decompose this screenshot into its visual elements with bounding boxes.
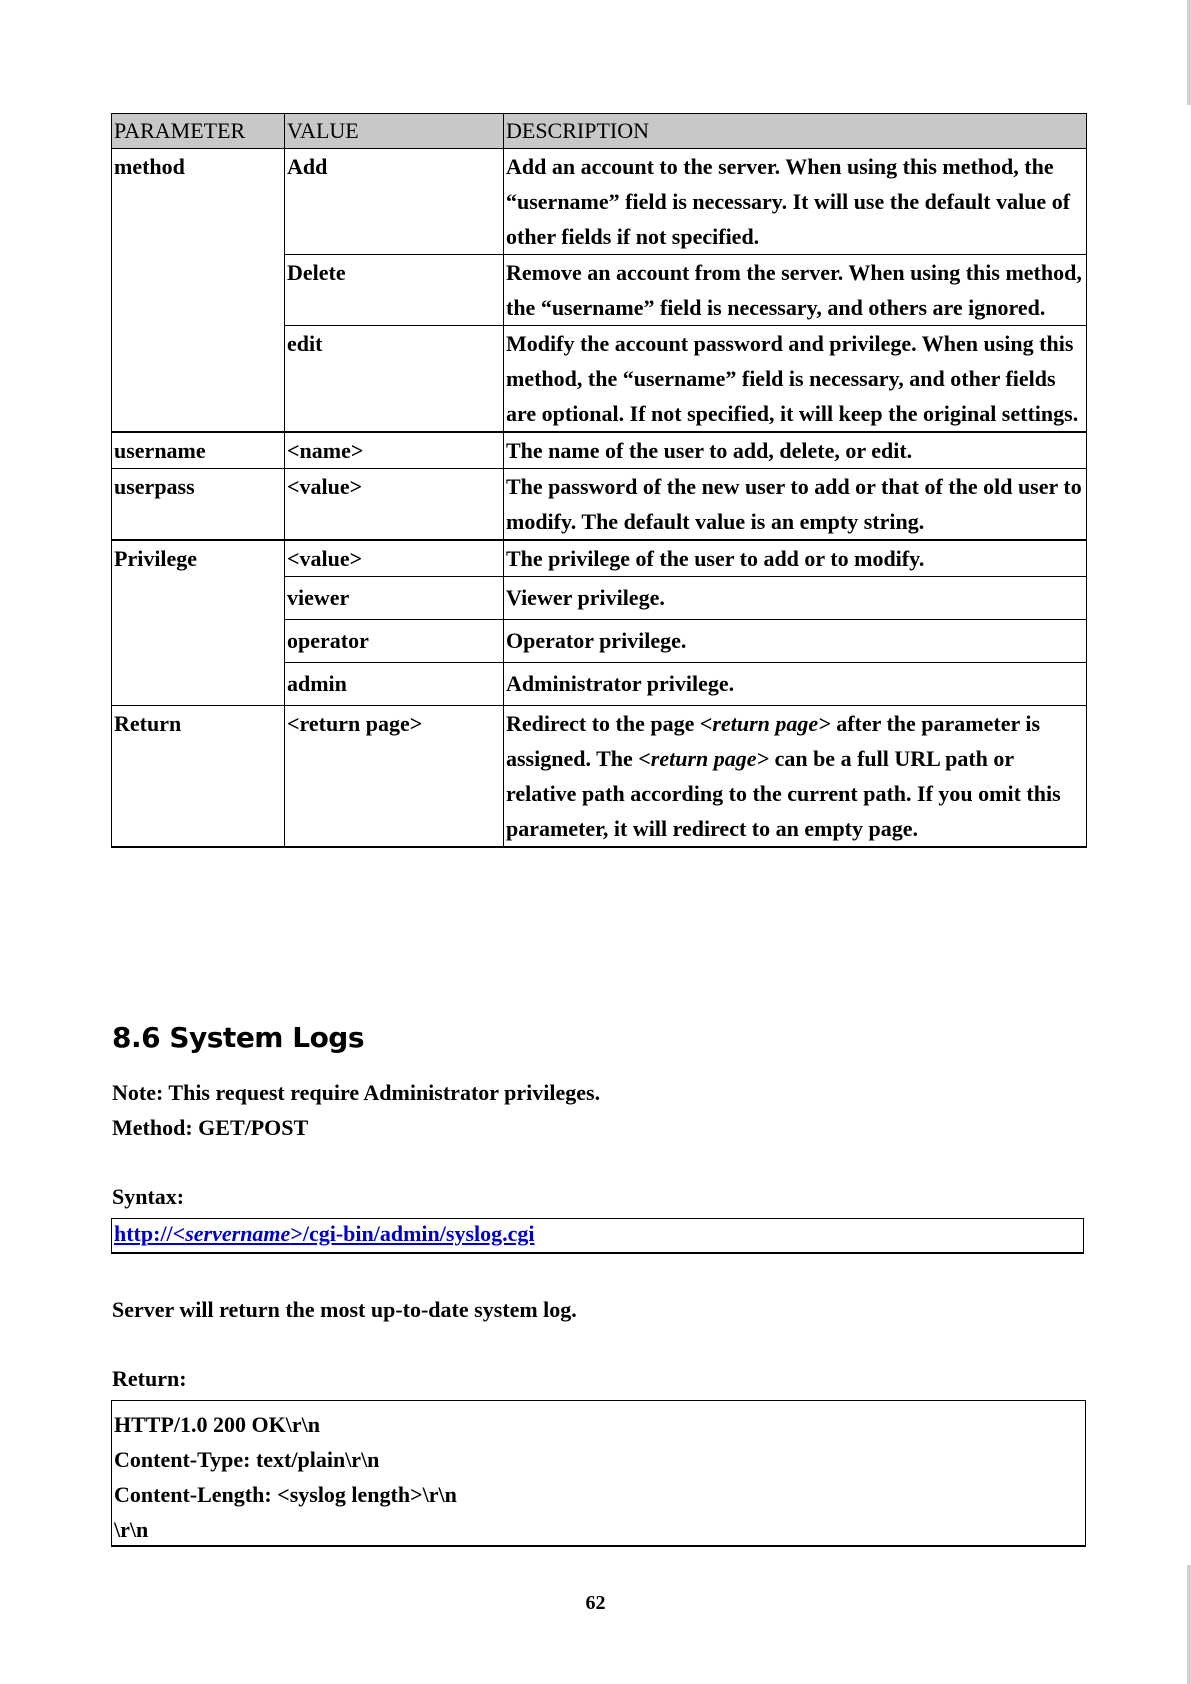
table-row — [112, 432, 1087, 469]
page-edge-marker-bottom — [1187, 1565, 1191, 1684]
note-label: Note: — [112, 1080, 164, 1105]
parameter-table — [111, 113, 1087, 848]
value-cell: <name> — [285, 432, 504, 469]
return-page-placeholder: <return page> — [699, 711, 831, 736]
method-label: Method: — [112, 1115, 193, 1140]
table-row — [112, 540, 1087, 577]
description-text: can be a full URL path or relative path according to the current path. If you omit this parameter, it will redirect to an empty page. — [506, 746, 1061, 841]
return-line: Content-Type: text/plain\r\n — [114, 1447, 380, 1472]
return-line: HTTP/1.0 200 OK\r\n — [114, 1412, 320, 1437]
description-cell: Modify the account password and privilege. When using this method, the “username” field is necessary, and other fields are optional. If not specified, it will keep the original settings. — [504, 326, 1087, 433]
note-text: This request require Administrator privileges. — [163, 1080, 601, 1105]
param-method: method — [112, 149, 285, 433]
value-cell: admin — [285, 663, 504, 706]
description-cell: Operator privilege. — [504, 620, 1087, 663]
param-return: Return — [112, 706, 285, 848]
value-cell: <value> — [285, 469, 504, 541]
value-cell: viewer — [285, 577, 504, 620]
section-heading: 8.6 System Logs — [112, 1021, 365, 1054]
description-text: after the parameter is assigned. The — [506, 711, 1041, 771]
description-cell — [504, 706, 1087, 848]
table-row — [112, 469, 1087, 541]
param-privilege: Privilege — [112, 540, 285, 706]
value-cell: Delete — [285, 255, 504, 326]
method-text: GET/POST — [192, 1115, 309, 1140]
syslog-url-link[interactable] — [114, 1221, 535, 1246]
value-cell: operator — [285, 620, 504, 663]
return-line: \r\n — [114, 1517, 149, 1542]
method-line — [112, 1115, 308, 1141]
param-userpass: userpass — [112, 469, 285, 541]
url-servername: servername — [185, 1221, 291, 1246]
table-row — [112, 149, 1087, 255]
return-page-placeholder: <return page> — [638, 746, 770, 771]
table-header-row — [112, 114, 1087, 149]
note-line — [112, 1080, 600, 1106]
description-text: Redirect to the page — [506, 711, 700, 736]
header-description: DESCRIPTION — [504, 114, 1087, 149]
description-cell: The privilege of the user to add or to modify. — [504, 540, 1087, 577]
description-cell: Viewer privilege. — [504, 577, 1087, 620]
table-row — [112, 706, 1087, 848]
return-line: Content-Length: <syslog length>\r\n — [114, 1482, 457, 1507]
value-cell: edit — [285, 326, 504, 433]
description-cell: The name of the user to add, delete, or edit. — [504, 432, 1087, 469]
url-path: >/cgi-bin/admin/syslog.cgi — [290, 1221, 535, 1246]
description-cell: Administrator privilege. — [504, 663, 1087, 706]
param-username: username — [112, 432, 285, 469]
return-label: Return: — [112, 1366, 187, 1391]
value-cell: <return page> — [285, 706, 504, 848]
value-cell: Add — [285, 149, 504, 255]
header-value: VALUE — [285, 114, 504, 149]
syntax-label: Syntax: — [112, 1184, 185, 1209]
server-description: Server will return the most up-to-date system log. — [112, 1297, 577, 1322]
url-prefix: http://< — [114, 1221, 186, 1246]
page-number: 62 — [585, 1592, 606, 1614]
return-code-box — [111, 1400, 1086, 1547]
page-edge-marker-top — [1187, 0, 1191, 105]
description-cell: Remove an account from the server. When using this method, the “username” field is necessary, and others are ignored. — [504, 255, 1087, 326]
header-parameter: PARAMETER — [112, 114, 285, 149]
description-cell: The password of the new user to add or that of the old user to modify. The default value is an empty string. — [504, 469, 1087, 541]
description-cell: Add an account to the server. When using this method, the “username” field is necessary. It will use the default value of other fields if not specified. — [504, 149, 1087, 255]
value-cell: <value> — [285, 540, 504, 577]
syntax-box — [111, 1218, 1084, 1254]
